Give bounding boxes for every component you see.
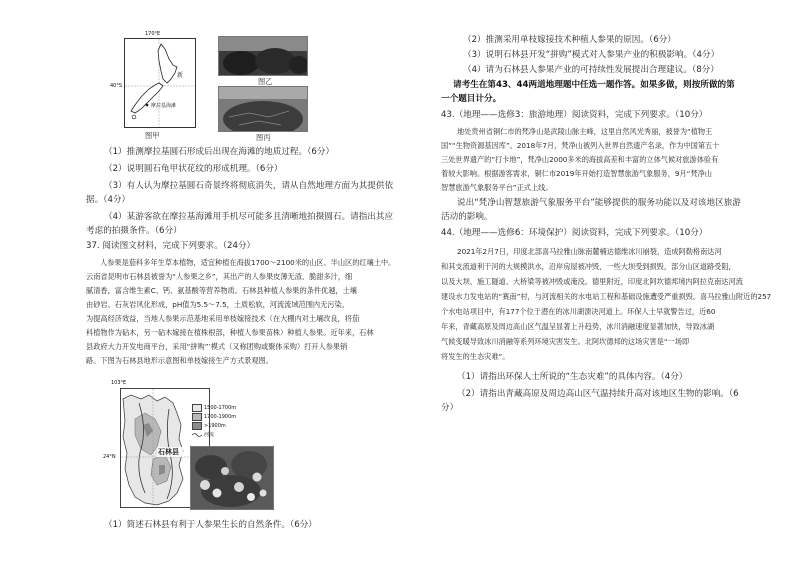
- q44-title: 44.（地理——选修6：环境保护）阅读资料，完成下列要求。（10分）: [441, 228, 708, 238]
- q44-material-line: 年来，青藏高原及周边高山区气温呈显著上升趋势，冰川消融速度显著加快，导致冰湖: [441, 322, 715, 331]
- q44-material-line: 以及大坝、施工隧道、大桥梁等被冲毁或淹没。德里附近，印度北阿坎德邦境内阿拉克南达河流: [441, 277, 743, 286]
- q36-1: （1）推测摩拉基圆石形成后出现在海滩的地质过程。（6分）: [104, 147, 335, 157]
- figure-jia-map: [110, 31, 196, 128]
- legend-label-1900: >1900m: [204, 423, 226, 429]
- q37-1: （1）简述石林县有利于人参果生长的自然条件。（6分）: [104, 520, 317, 530]
- shilin-map-legend: [192, 404, 252, 452]
- legend-label-1500: 1500-1700m: [204, 405, 237, 411]
- q37-material-line: 县政府大力开发电商平台，采用“拼购”’模式（又称团购或聚体采购）打开人参果销: [86, 342, 348, 351]
- figure-yi-photo: [218, 36, 308, 76]
- map-jia-beach-label: 摩拉基海滩: [151, 103, 177, 109]
- q37-4: （4）请为石林县人参果产业的可持续性发展提出合理建议。（8分）: [463, 65, 719, 75]
- q36-4a: （4）某游客欲在摩拉基海滩用手机尽可能多且清晰地拍摄圆石。请指出其应: [104, 212, 394, 222]
- q36-2: （2）说明圆石龟甲状花纹的形成机理。（6分）: [104, 164, 283, 174]
- q44-2b: 分）: [441, 403, 459, 413]
- right-column: [397, 0, 794, 562]
- q37-material-line: 科植物作为砧木，另一砧木嫁接在植株根部，种植人参果苗株）种植人参果。近年来，石林: [86, 328, 374, 337]
- legend-label-river: 河流: [204, 432, 215, 438]
- q43-material-line: 国”“生物资源基因库”。2018年7月，梵净山被列入世界自然遗产名录，作为中国第五十: [441, 141, 720, 150]
- new-zealand-outline: [125, 39, 195, 127]
- map-jia-lat-label: 40°S: [110, 83, 123, 89]
- q44-material-line: 建设水力发电站的“赛南”村，与河流相关的水电站工程和基础设施遭受严重损毁。喜马拉雅山附近的257: [441, 292, 772, 301]
- legend-swatch-1500: [192, 404, 202, 412]
- selective-notice-line1: 请考生在第43、44两道地理题中任选一题作答。如果多做，则按所做的第: [453, 80, 735, 90]
- q37-material-line: 由砂岩、石灰岩风化形成，pH值为5.5～7.5，土质松软，河流流域范围内无污染。: [86, 300, 349, 309]
- q37-3: （3）说明石林县开发“拼购”模式对人参果产业的积极影响。（4分）: [463, 50, 720, 60]
- q37-material-line: 云南省昆明市石林县被誉为“人参果之乡”，其出产的人参果皮薄无渣、脆甜多汁，细: [86, 272, 353, 281]
- q44-material-line: 个水电站项目中，有177个位于潜在的冰川湖溃决河道上。环保人士早就警告过，近60: [441, 307, 716, 316]
- q44-2a: （2）请指出青藏高原及周边高山区气温持续升高对该地区生物的影响。（6: [457, 389, 739, 399]
- q37-title: 37. 阅读图文材料，完成下列要求。（24分）: [86, 241, 256, 251]
- q37-material-line: 腻清香，富含维生素C、钙、氨基酸等营养物质。石林县种植人参果的条件优越，土壤: [86, 286, 357, 295]
- q44-material-line: 2021年2月7日，印度北部喜马拉雅山脉南麓楠达德维冰川崩裂，造成阿勒格南达河: [457, 247, 722, 256]
- q36-4b: 考虑的拍摄条件。（6分）: [86, 226, 182, 236]
- q43-material-line: 着较大影响。根据游客需求，铜仁市2019年开始打造智慧旅游气象服务，9月“梵净山: [441, 169, 712, 178]
- selective-notice-line2: 一个题目计分。: [441, 94, 502, 104]
- shilin-lat-label: 24°N: [103, 454, 116, 460]
- q37-material-line: 为提高经济效益，当地人参果示范基地采用单枝嫁接技术（在大棚内对土壤改良，将茄: [86, 314, 360, 323]
- q43-material-line: 智慧旅游气象服务平台”正式上线。: [441, 183, 553, 192]
- q37-2: （2）推测采用单枝嫁接技术种植人参果的原因。（6分）: [463, 35, 676, 45]
- q43-material-line: 地处贵州省铜仁市的梵净山是武陵山脉主峰，这里自然风光秀丽，被誉为“植物王: [457, 127, 713, 136]
- q37-material-line: 人参果是茄科多年生草本植物，适宜种植在海拔1700～2100米的山区、半山区的红壤土中。: [100, 258, 396, 267]
- q37-material-line: 路。下图为石林县地形示意图和单枝嫁接生产方式景观图。: [86, 356, 273, 365]
- q44-1: （1）请指出环保人士所说的“生态灾难”的具体内容。（4分）: [457, 372, 688, 382]
- map-jia-lon-label: 170°E: [145, 31, 161, 37]
- grafting-landscape-photo: [190, 446, 274, 510]
- map-jia-xin-label: 新: [177, 72, 184, 79]
- figure-yi-caption: 图乙: [258, 77, 273, 86]
- figure-bing-caption: 图丙: [256, 133, 271, 142]
- shilin-county-label: 石林县: [158, 448, 179, 456]
- q36-3b: 据。（4分）: [86, 195, 131, 205]
- q43-question-a: 说出“梵净山智慧旅游气象服务平台”能够提供的服务功能以及对该地区旅游: [457, 198, 741, 208]
- legend-swatch-1700: [192, 413, 202, 421]
- figure-jia-caption: 图甲: [145, 131, 160, 140]
- q44-material-line: 和其支流道利干河的大规模洪水，沿岸房屋被冲毁，一些大坝受到损毁，部分山区道路受阻，: [441, 262, 736, 271]
- q44-material-line: 将发生的生态灾难”。: [441, 352, 510, 361]
- legend-swatch-1900: [192, 422, 202, 430]
- q43-material-line: 三处世界遗产的“打卡地”，梵净山2000多米的海拔高差和丰富的立体气候对旅游体验有: [441, 155, 719, 164]
- legend-river-icon: [192, 432, 202, 438]
- q36-3a: （3）有人认为摩拉基圆石奇景终将彻底消失，请从自然地理方面为其提供依: [104, 181, 394, 191]
- q44-material-line: 气候变暖导致冰川消融等系列环境灾害发生。北阿坎德邦的这场灾害是“一场即: [441, 337, 690, 346]
- figure-bing-photo: [218, 86, 308, 132]
- q43-question-b: 活动的影响。: [441, 212, 493, 222]
- q43-title: 43.（地理——选修3：旅游地理）阅读资料，完成下列要求。（10分）: [441, 110, 708, 120]
- legend-label-1700: 1700-1900m: [204, 414, 237, 420]
- shilin-lon-label: 103°E: [111, 380, 127, 386]
